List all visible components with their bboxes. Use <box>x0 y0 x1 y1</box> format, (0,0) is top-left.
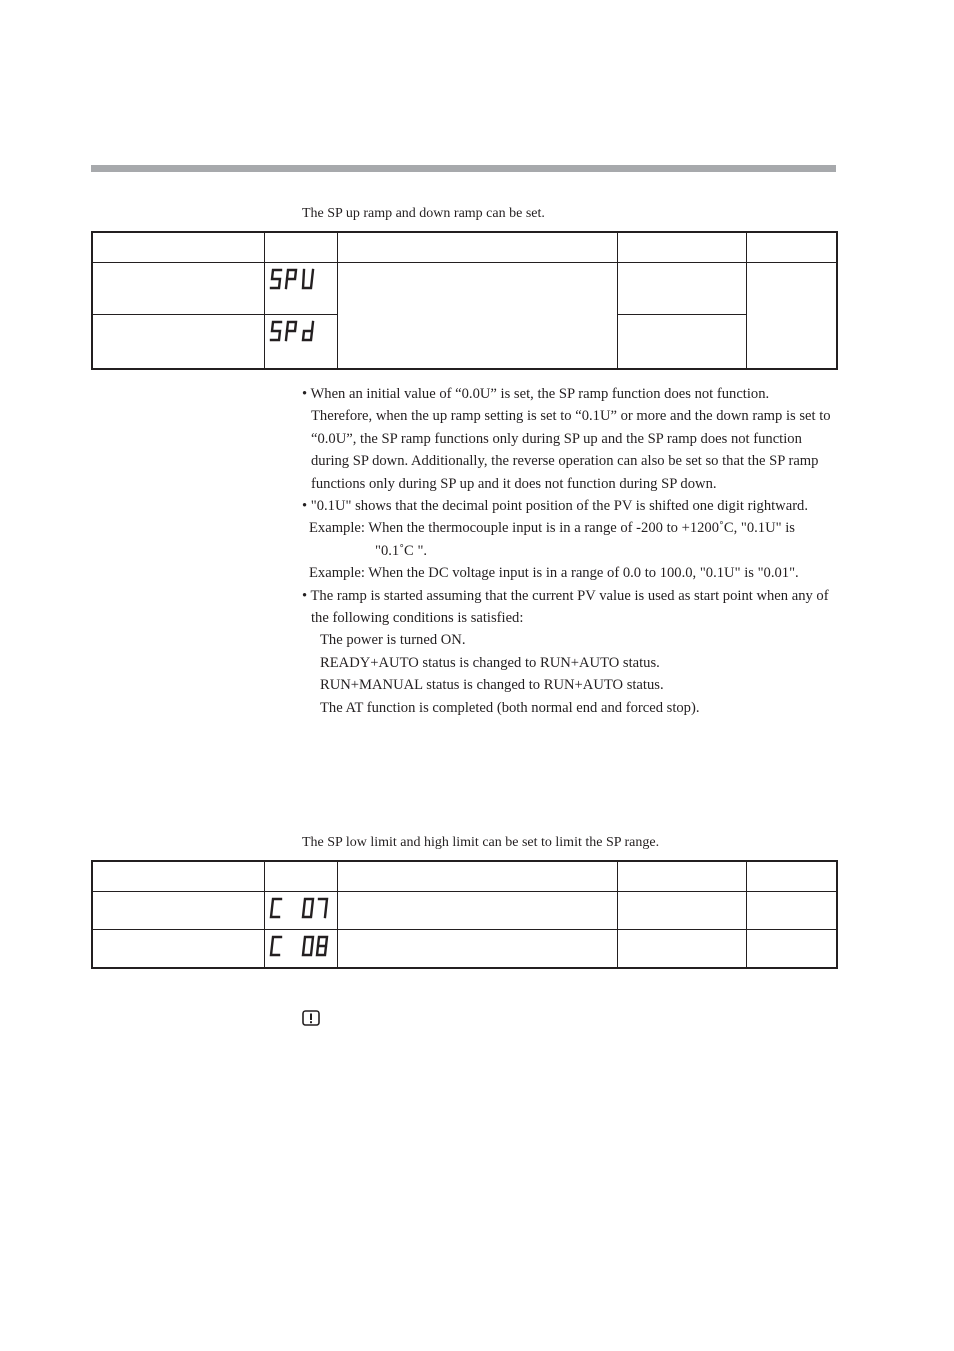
header-item <box>92 861 264 891</box>
cell-initial <box>617 891 746 929</box>
cell-contents <box>337 929 617 968</box>
table-row <box>92 891 837 929</box>
caution-icon <box>302 1010 320 1026</box>
cell-initial <box>617 314 746 369</box>
seg-display-spu <box>269 267 319 293</box>
cell-contents <box>337 262 617 369</box>
cell-display <box>264 314 337 369</box>
table-row <box>92 262 837 314</box>
seg-display-c07 <box>269 896 331 922</box>
note-condition: The AT function is completed (both normal end and forced stop). <box>320 699 700 716</box>
cell-mode <box>746 262 837 369</box>
seg-display-c08 <box>269 934 331 960</box>
note-condition: RUN+MANUAL status is changed to RUN+AUTO status. <box>320 677 664 694</box>
sp-ramp-intro: The SP up ramp and down ramp can be set. <box>302 206 545 221</box>
note-example: Example: When the DC voltage input is in a range of 0.0 to 100.0, "0.1U" is "0.01". <box>309 565 799 582</box>
cell-mode <box>746 929 837 968</box>
header-contents <box>337 232 617 262</box>
header-item <box>92 232 264 262</box>
cell-contents <box>337 891 617 929</box>
seg-display-spd <box>269 319 319 345</box>
header-initial <box>617 861 746 891</box>
header-initial <box>617 232 746 262</box>
table-header-row <box>92 232 837 262</box>
cell-item <box>92 929 264 968</box>
header-mode <box>746 232 837 262</box>
cell-display <box>264 929 337 968</box>
section-divider <box>91 165 836 172</box>
cell-display <box>264 262 337 314</box>
header-mode <box>746 861 837 891</box>
note-bullet: • The ramp is started assuming that the current PV value is used as start point when any of the following conditions is satisfied: <box>302 587 829 627</box>
header-display <box>264 861 337 891</box>
note-condition: READY+AUTO status is changed to RUN+AUTO status. <box>320 654 660 671</box>
cell-initial <box>617 929 746 968</box>
header-contents <box>337 861 617 891</box>
sp-ramp-notes <box>302 383 832 719</box>
table-header-row <box>92 861 837 891</box>
cell-mode <box>746 891 837 929</box>
note-example: Example: When the thermocouple input is in a range of -200 to +1200˚C, "0.1U" is "0.1˚C ". <box>309 520 795 559</box>
note-condition: The power is turned ON. <box>320 632 466 649</box>
sp-ramp-table <box>91 231 838 370</box>
table-row <box>92 929 837 968</box>
cell-item <box>92 314 264 369</box>
header-display <box>264 232 337 262</box>
sp-limit-table <box>91 860 838 969</box>
note-bullet: • When an initial value of “0.0U” is set, the SP ramp function does not function. Therefore, when the up ramp setting is set to “0.1U” or more and the down ramp is set to “0.0U”, the SP ramp functions only during SP up and the SP ramp does not function during SP down. Additionally, the reverse operation can also be set so that the SP ramp functions only during SP up and it does not function during SP down. <box>302 386 831 492</box>
note-bullet: • "0.1U" shows that the decimal point position of the PV is shifted one digit rightward. <box>302 498 808 515</box>
cell-item <box>92 891 264 929</box>
cell-item <box>92 262 264 314</box>
cell-initial <box>617 262 746 314</box>
sp-limit-intro: The SP low limit and high limit can be set to limit the SP range. <box>302 835 660 850</box>
cell-display <box>264 891 337 929</box>
